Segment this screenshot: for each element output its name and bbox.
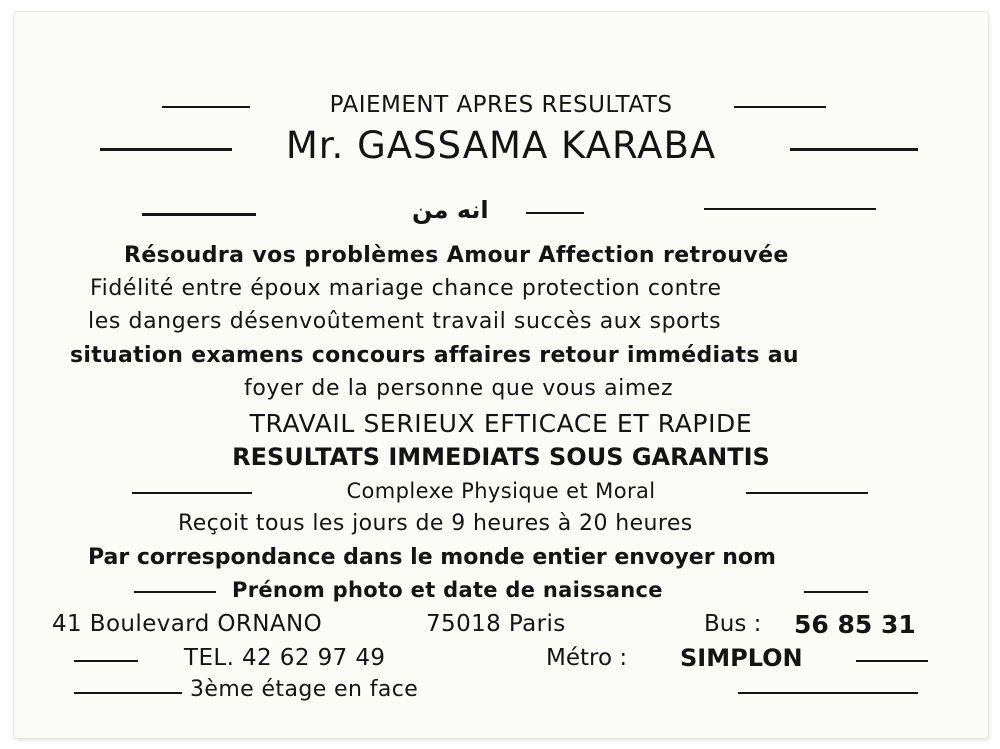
divider: [134, 591, 216, 593]
floor-info: 3ème étage en face: [190, 677, 419, 702]
slogan-line: TRAVAIL SERIEUX EFTICACE ET RAPIDE: [249, 409, 753, 438]
divider: [738, 692, 918, 694]
divider: [74, 692, 182, 694]
business-card: [14, 12, 988, 738]
metro-station: SIMPLON: [680, 644, 803, 672]
divider: [74, 660, 138, 662]
bus-number: 56 85 31: [794, 610, 916, 639]
divider: [526, 212, 584, 214]
address: 41 Boulevard ORNANO: [52, 611, 323, 637]
complexe-line: Complexe Physique et Moral: [346, 479, 656, 503]
divider: [790, 148, 918, 151]
arabic-text: انه من: [412, 196, 489, 224]
divider: [142, 213, 256, 216]
correspondance-line: Par correspondance dans le monde entier envoyer nom: [88, 545, 776, 570]
body-line: situation examens concours affaires retour immédiats au: [70, 343, 799, 368]
hours-line: Reçoit tous les jours de 9 heures à 20 heures: [178, 511, 693, 536]
divider: [746, 492, 868, 494]
body-line: Résoudra vos problèmes Amour Affection retrouvée: [124, 243, 789, 268]
telephone: TEL. 42 62 97 49: [184, 645, 386, 671]
postcode-city: 75018 Paris: [426, 611, 566, 637]
divider: [704, 208, 876, 210]
practitioner-name: Mr. GASSAMA KARABA: [285, 124, 717, 167]
bus-label: Bus :: [704, 611, 762, 637]
slogan-line: RESULTATS IMMEDIATS SOUS GARANTIS: [232, 443, 770, 471]
divider: [856, 660, 928, 662]
divider: [804, 591, 868, 593]
prenom-line: Prénom photo et date de naissance: [232, 578, 663, 602]
payment-header: PAIEMENT APRES RESULTATS: [329, 92, 673, 118]
metro-label: Métro :: [546, 645, 628, 671]
body-line: les dangers désenvoûtement travail succès aux sports: [88, 309, 722, 334]
body-line: Fidélité entre époux mariage chance protection contre: [90, 276, 722, 301]
divider: [734, 106, 826, 108]
body-line: foyer de la personne que vous aimez: [244, 376, 674, 401]
